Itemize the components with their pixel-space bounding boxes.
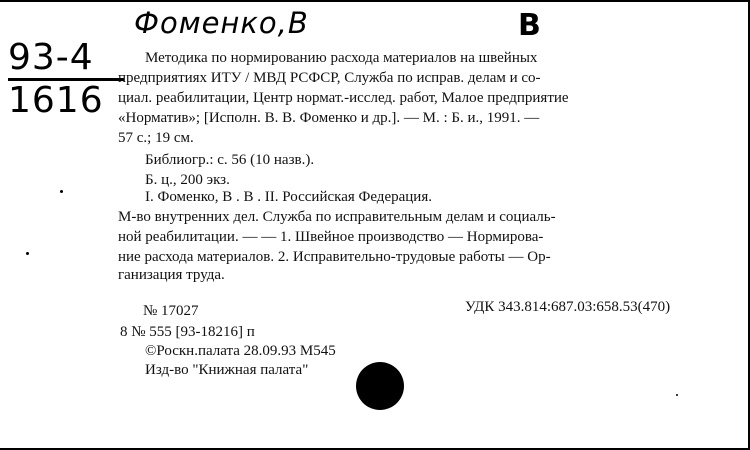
handwritten-author-name: Фоменко,В [134, 6, 309, 40]
ink-speck [60, 190, 63, 193]
chamber-line: ©Роскн.палата 28.09.93 М545 [145, 343, 336, 359]
subject-line-2: М-во внутренних дел. Служба по исправительным делам и социаль- [118, 209, 556, 225]
publisher-line: Изд-во "Книжная палата" [145, 362, 309, 378]
entry-line-1: Методика по нормированию расхода материалов на швейных [145, 50, 538, 66]
ink-stamp-blot [356, 362, 404, 410]
ink-speck [676, 394, 678, 396]
catalog-number: № 17027 [143, 303, 199, 319]
price-note: Б. ц., 200 экз. [145, 172, 230, 188]
shelf-mark-bottom: 1616 [8, 80, 104, 121]
subject-line-3: ной реабилитации. — — 1. Швейное производство — Нормирова- [118, 229, 544, 245]
entry-line-4: «Норматив»; [Исполн. В. В. Фоменко и др.]. — М. : Б. и., 1991. — [118, 110, 540, 126]
ink-speck [26, 252, 29, 255]
entry-line-5: 57 с.; 19 см. [118, 130, 194, 146]
entry-line-2: предприятиях ИТУ / МВД РСФСР, Служба по исправ. делам и со- [118, 70, 541, 86]
bibliography-note: Библиогр.: с. 56 (10 назв.). [145, 152, 315, 168]
registration-line: 8 № 555 [93-18216] п [120, 324, 255, 340]
entry-line-3: циал. реабилитации, Центр нормат.-исслед. работ, Малое предприятие [118, 90, 569, 106]
shelf-mark-top: 93-4 [8, 40, 124, 81]
handwritten-letter: В [518, 8, 541, 43]
shelf-mark [8, 37, 124, 121]
subject-line-5: ганизация труда. [118, 267, 225, 283]
udk-code: УДК 343.814:687.03:658.53(470) [465, 299, 671, 315]
subject-line-4: ние расхода материалов. 2. Исправительно-трудовые работы — Ор- [118, 249, 551, 265]
subject-line-1: I. Фоменко, В . В . II. Российская Федерация. [145, 189, 432, 205]
